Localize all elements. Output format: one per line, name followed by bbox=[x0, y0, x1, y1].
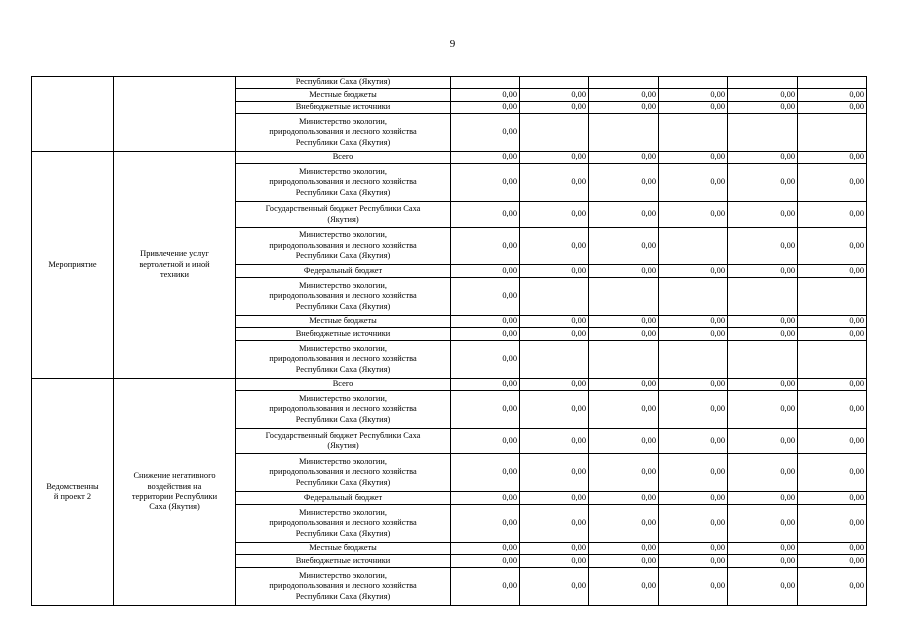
amount-cell: 0,00 bbox=[798, 543, 867, 555]
funding-source-cell: Внебюджетные источники bbox=[236, 555, 451, 568]
amount-cell: 0,00 bbox=[520, 568, 589, 606]
amount-cell: 0,00 bbox=[451, 505, 520, 543]
amount-cell: 0,00 bbox=[798, 391, 867, 429]
amount-cell: 0,00 bbox=[451, 543, 520, 555]
funding-source-cell: Внебюджетные источники bbox=[236, 102, 451, 114]
funding-source-cell: Местные бюджеты bbox=[236, 543, 451, 555]
amount-cell: 0,00 bbox=[589, 454, 659, 492]
amount-cell: 0,00 bbox=[728, 265, 798, 278]
amount-cell: 0,00 bbox=[659, 429, 728, 454]
amount-cell: 0,00 bbox=[659, 543, 728, 555]
amount-cell: 0,00 bbox=[451, 202, 520, 228]
amount-cell: 0,00 bbox=[798, 505, 867, 543]
funding-source-cell: Республики Саха (Якутия) bbox=[236, 77, 451, 89]
amount-cell: 0,00 bbox=[589, 265, 659, 278]
amount-cell: 0,00 bbox=[589, 164, 659, 202]
amount-cell: 0,00 bbox=[728, 568, 798, 606]
amount-cell: 0,00 bbox=[520, 265, 589, 278]
amount-cell: 0,00 bbox=[520, 202, 589, 228]
funding-source-cell: Всего bbox=[236, 152, 451, 164]
amount-cell: 0,00 bbox=[520, 555, 589, 568]
amount-cell: 0,00 bbox=[520, 164, 589, 202]
amount-cell: 0,00 bbox=[451, 316, 520, 328]
page-number: 9 bbox=[449, 38, 456, 50]
amount-cell: 0,00 bbox=[589, 543, 659, 555]
amount-cell: 0,00 bbox=[728, 102, 798, 114]
amount-cell: 0,00 bbox=[728, 164, 798, 202]
amount-cell: 0,00 bbox=[520, 454, 589, 492]
amount-cell: 0,00 bbox=[520, 492, 589, 505]
amount-cell: 0,00 bbox=[798, 265, 867, 278]
amount-cell: 0,00 bbox=[798, 89, 867, 102]
amount-cell: 0,00 bbox=[798, 228, 867, 265]
funding-source-cell: Министерство экологии, природопользования и лесного хозяйства Республики Саха (Якутия) bbox=[236, 228, 451, 265]
amount-cell bbox=[659, 114, 728, 152]
amount-cell: 0,00 bbox=[451, 492, 520, 505]
amount-cell: 0,00 bbox=[451, 152, 520, 164]
amount-cell: 0,00 bbox=[451, 278, 520, 316]
amount-cell: 0,00 bbox=[589, 555, 659, 568]
amount-cell bbox=[659, 228, 728, 265]
amount-cell: 0,00 bbox=[659, 568, 728, 606]
amount-cell: 0,00 bbox=[520, 543, 589, 555]
amount-cell bbox=[659, 278, 728, 316]
amount-cell: 0,00 bbox=[659, 492, 728, 505]
amount-cell: 0,00 bbox=[451, 454, 520, 492]
amount-cell: 0,00 bbox=[728, 89, 798, 102]
amount-cell: 0,00 bbox=[520, 391, 589, 429]
amount-cell: 0,00 bbox=[451, 164, 520, 202]
amount-cell: 0,00 bbox=[589, 316, 659, 328]
amount-cell: 0,00 bbox=[659, 202, 728, 228]
amount-cell bbox=[659, 77, 728, 89]
table-row bbox=[32, 77, 867, 89]
funding-source-cell: Федеральный бюджет bbox=[236, 492, 451, 505]
amount-cell: 0,00 bbox=[520, 152, 589, 164]
amount-cell: 0,00 bbox=[589, 89, 659, 102]
funding-source-cell: Государственный бюджет Республики Саха (Якутия) bbox=[236, 202, 451, 228]
amount-cell: 0,00 bbox=[728, 429, 798, 454]
funding-source-cell: Местные бюджеты bbox=[236, 316, 451, 328]
amount-cell: 0,00 bbox=[451, 391, 520, 429]
funding-source-cell: Министерство экологии, природопользования и лесного хозяйства Республики Саха (Якутия) bbox=[236, 341, 451, 379]
funding-source-cell: Министерство экологии, природопользования и лесного хозяйства Республики Саха (Якутия) bbox=[236, 391, 451, 429]
amount-cell: 0,00 bbox=[589, 228, 659, 265]
funding-source-cell: Министерство экологии, природопользования и лесного хозяйства Республики Саха (Якутия) bbox=[236, 114, 451, 152]
amount-cell: 0,00 bbox=[589, 379, 659, 391]
amount-cell bbox=[451, 77, 520, 89]
amount-cell: 0,00 bbox=[451, 328, 520, 341]
item-name-cell bbox=[114, 77, 236, 152]
amount-cell bbox=[798, 278, 867, 316]
amount-cell: 0,00 bbox=[728, 505, 798, 543]
amount-cell: 0,00 bbox=[451, 341, 520, 379]
amount-cell: 0,00 bbox=[520, 429, 589, 454]
amount-cell: 0,00 bbox=[520, 379, 589, 391]
amount-cell: 0,00 bbox=[451, 228, 520, 265]
item-name-cell: Снижение негативного воздействия на территории Республики Саха (Якутия) bbox=[114, 379, 236, 606]
amount-cell bbox=[589, 114, 659, 152]
amount-cell: 0,00 bbox=[659, 328, 728, 341]
amount-cell: 0,00 bbox=[659, 265, 728, 278]
amount-cell: 0,00 bbox=[451, 379, 520, 391]
amount-cell: 0,00 bbox=[728, 152, 798, 164]
funding-source-cell: Местные бюджеты bbox=[236, 89, 451, 102]
amount-cell: 0,00 bbox=[520, 102, 589, 114]
amount-cell: 0,00 bbox=[659, 102, 728, 114]
amount-cell: 0,00 bbox=[728, 202, 798, 228]
amount-cell: 0,00 bbox=[798, 102, 867, 114]
amount-cell: 0,00 bbox=[798, 328, 867, 341]
amount-cell: 0,00 bbox=[451, 89, 520, 102]
amount-cell: 0,00 bbox=[659, 379, 728, 391]
amount-cell: 0,00 bbox=[798, 454, 867, 492]
amount-cell: 0,00 bbox=[451, 555, 520, 568]
amount-cell: 0,00 bbox=[451, 568, 520, 606]
amount-cell: 0,00 bbox=[728, 379, 798, 391]
amount-cell: 0,00 bbox=[451, 114, 520, 152]
amount-cell: 0,00 bbox=[798, 379, 867, 391]
amount-cell bbox=[589, 278, 659, 316]
amount-cell: 0,00 bbox=[798, 202, 867, 228]
item-type-cell: Ведомственны й проект 2 bbox=[32, 379, 114, 606]
amount-cell: 0,00 bbox=[520, 228, 589, 265]
funding-source-cell: Министерство экологии, природопользования и лесного хозяйства Республики Саха (Якутия) bbox=[236, 568, 451, 606]
amount-cell: 0,00 bbox=[659, 454, 728, 492]
amount-cell bbox=[728, 77, 798, 89]
funding-source-cell: Министерство экологии, природопользования и лесного хозяйства Республики Саха (Якутия) bbox=[236, 278, 451, 316]
amount-cell bbox=[520, 77, 589, 89]
amount-cell: 0,00 bbox=[520, 328, 589, 341]
amount-cell: 0,00 bbox=[451, 265, 520, 278]
amount-cell: 0,00 bbox=[798, 568, 867, 606]
amount-cell: 0,00 bbox=[589, 492, 659, 505]
funding-source-cell: Внебюджетные источники bbox=[236, 328, 451, 341]
amount-cell: 0,00 bbox=[659, 89, 728, 102]
table-row bbox=[32, 379, 867, 391]
amount-cell: 0,00 bbox=[589, 429, 659, 454]
amount-cell: 0,00 bbox=[659, 152, 728, 164]
amount-cell: 0,00 bbox=[798, 555, 867, 568]
amount-cell: 0,00 bbox=[451, 102, 520, 114]
amount-cell: 0,00 bbox=[589, 568, 659, 606]
amount-cell: 0,00 bbox=[520, 316, 589, 328]
amount-cell: 0,00 bbox=[728, 492, 798, 505]
amount-cell bbox=[520, 114, 589, 152]
amount-cell bbox=[589, 341, 659, 379]
item-type-cell: Мероприятие bbox=[32, 152, 114, 379]
funding-source-cell: Государственный бюджет Республики Саха (Якутия) bbox=[236, 429, 451, 454]
amount-cell: 0,00 bbox=[589, 328, 659, 341]
amount-cell bbox=[659, 341, 728, 379]
funding-source-cell: Федеральный бюджет bbox=[236, 265, 451, 278]
budget-table bbox=[31, 76, 867, 606]
amount-cell: 0,00 bbox=[798, 492, 867, 505]
amount-cell bbox=[798, 77, 867, 89]
item-type-cell bbox=[32, 77, 114, 152]
funding-source-cell: Всего bbox=[236, 379, 451, 391]
amount-cell bbox=[728, 278, 798, 316]
amount-cell: 0,00 bbox=[728, 543, 798, 555]
amount-cell bbox=[520, 341, 589, 379]
amount-cell: 0,00 bbox=[520, 505, 589, 543]
amount-cell: 0,00 bbox=[659, 505, 728, 543]
item-name-cell: Привлечение услуг вертолетной и иной техники bbox=[114, 152, 236, 379]
amount-cell bbox=[520, 278, 589, 316]
amount-cell: 0,00 bbox=[728, 228, 798, 265]
amount-cell bbox=[589, 77, 659, 89]
amount-cell bbox=[798, 341, 867, 379]
amount-cell: 0,00 bbox=[728, 555, 798, 568]
amount-cell: 0,00 bbox=[589, 152, 659, 164]
amount-cell bbox=[728, 114, 798, 152]
amount-cell bbox=[728, 341, 798, 379]
amount-cell: 0,00 bbox=[659, 391, 728, 429]
funding-source-cell: Министерство экологии, природопользования и лесного хозяйства Республики Саха (Якутия) bbox=[236, 505, 451, 543]
funding-source-cell: Министерство экологии, природопользования и лесного хозяйства Республики Саха (Якутия) bbox=[236, 164, 451, 202]
amount-cell: 0,00 bbox=[589, 505, 659, 543]
amount-cell: 0,00 bbox=[589, 202, 659, 228]
amount-cell: 0,00 bbox=[798, 316, 867, 328]
amount-cell: 0,00 bbox=[728, 316, 798, 328]
amount-cell: 0,00 bbox=[728, 391, 798, 429]
amount-cell: 0,00 bbox=[520, 89, 589, 102]
amount-cell: 0,00 bbox=[798, 164, 867, 202]
amount-cell: 0,00 bbox=[798, 152, 867, 164]
table-row bbox=[32, 152, 867, 164]
amount-cell bbox=[798, 114, 867, 152]
amount-cell: 0,00 bbox=[728, 328, 798, 341]
amount-cell: 0,00 bbox=[589, 102, 659, 114]
amount-cell: 0,00 bbox=[728, 454, 798, 492]
amount-cell: 0,00 bbox=[659, 316, 728, 328]
funding-source-cell: Министерство экологии, природопользования и лесного хозяйства Республики Саха (Якутия) bbox=[236, 454, 451, 492]
amount-cell: 0,00 bbox=[589, 391, 659, 429]
amount-cell: 0,00 bbox=[659, 164, 728, 202]
amount-cell: 0,00 bbox=[798, 429, 867, 454]
amount-cell: 0,00 bbox=[451, 429, 520, 454]
amount-cell: 0,00 bbox=[659, 555, 728, 568]
